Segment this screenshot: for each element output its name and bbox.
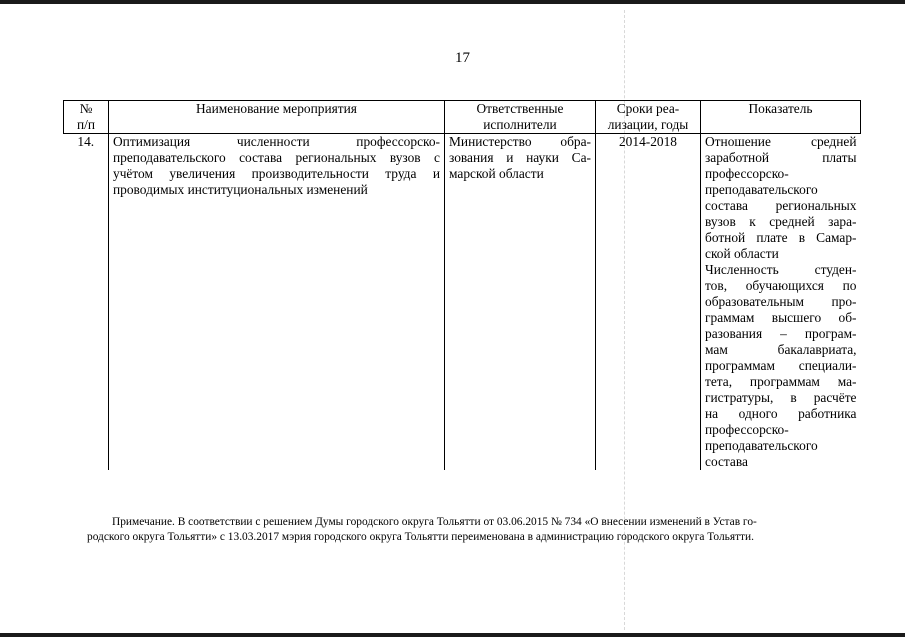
indicator-line: разования – програм-	[705, 326, 857, 341]
indicator-line: гистратуры, в расчёте	[705, 390, 857, 405]
indicator-line: мам бакалавриата,	[705, 342, 857, 357]
row-executor-line: марской области	[449, 166, 544, 181]
header-period-line1: Сроки реа-	[616, 101, 680, 116]
indicator-line: преподавательского	[705, 438, 818, 453]
indicator-line: ботной плате в Самар-	[705, 230, 857, 245]
row-name	[109, 134, 445, 471]
header-exec-line1: Ответственные	[476, 101, 564, 116]
indicator-line: тов, обучающихся по	[705, 278, 857, 293]
header-period	[596, 101, 701, 134]
table-row	[64, 134, 861, 471]
header-exec-line2: исполнители	[483, 117, 557, 132]
indicator-line: тета, программам ма-	[705, 374, 857, 389]
indicator-line: на одного работника	[705, 406, 857, 421]
header-num	[64, 101, 109, 134]
row-period: 2014-2018	[596, 134, 701, 471]
indicator-line: Численность студен-	[705, 262, 857, 277]
row-name-line: учётом увеличения производительности труда и	[113, 166, 440, 181]
row-num: 14.	[77, 134, 95, 149]
indicator-line: состава	[705, 454, 748, 469]
footnote-line-1: Примечание. В соответствии с решением Думы городского округа Тольятти от 03.06.2015 № 734 «О внесении изменений в Устав го-	[112, 516, 757, 528]
header-period-line2: лизации, годы	[607, 117, 689, 132]
table-header-row	[64, 101, 861, 134]
row-name-line: Оптимизация численности профессорско-	[113, 134, 440, 149]
indicator-line: ской области	[705, 246, 779, 261]
indicator-line: образовательным про-	[705, 294, 857, 309]
indicator-line: Отношение средней	[705, 134, 857, 149]
footnote	[87, 515, 857, 545]
row-executor-line: Министерство обра-	[449, 134, 591, 149]
row-executor-line: зования и науки Са-	[449, 150, 591, 165]
header-indicator: Показатель	[701, 101, 861, 134]
indicator-line: программам специали-	[705, 358, 857, 373]
indicator-line: преподавательского	[705, 182, 818, 197]
measures-table	[63, 100, 861, 470]
indicator-line: профессорско-	[705, 166, 789, 181]
page-number: 17	[455, 50, 470, 66]
header-name: Наименование мероприятия	[109, 101, 445, 134]
indicator-line: граммам высшего об-	[705, 310, 857, 325]
footnote-line-2: родского округа Тольятти» с 13.03.2017 мэрия городского округа Тольятти переименована в администрацию городского округа Тольятти.	[87, 531, 754, 543]
row-name-line: проводимых институциональных изменений	[113, 182, 368, 197]
scan-edge-top	[0, 0, 905, 4]
row-executor	[445, 134, 596, 471]
indicator-line: профессорско-	[705, 422, 789, 437]
header-exec	[445, 101, 596, 134]
row-name-line: преподавательского состава региональных вузов с	[113, 150, 440, 165]
indicator-line: вузов к средней зара-	[705, 214, 857, 229]
header-num-line2: п/п	[76, 117, 96, 132]
indicator-line: заработной платы	[705, 150, 857, 165]
row-indicator	[701, 134, 861, 471]
header-num-line1: №	[79, 101, 93, 116]
scan-edge-bottom	[0, 633, 905, 637]
indicator-line: состава региональных	[705, 198, 857, 213]
